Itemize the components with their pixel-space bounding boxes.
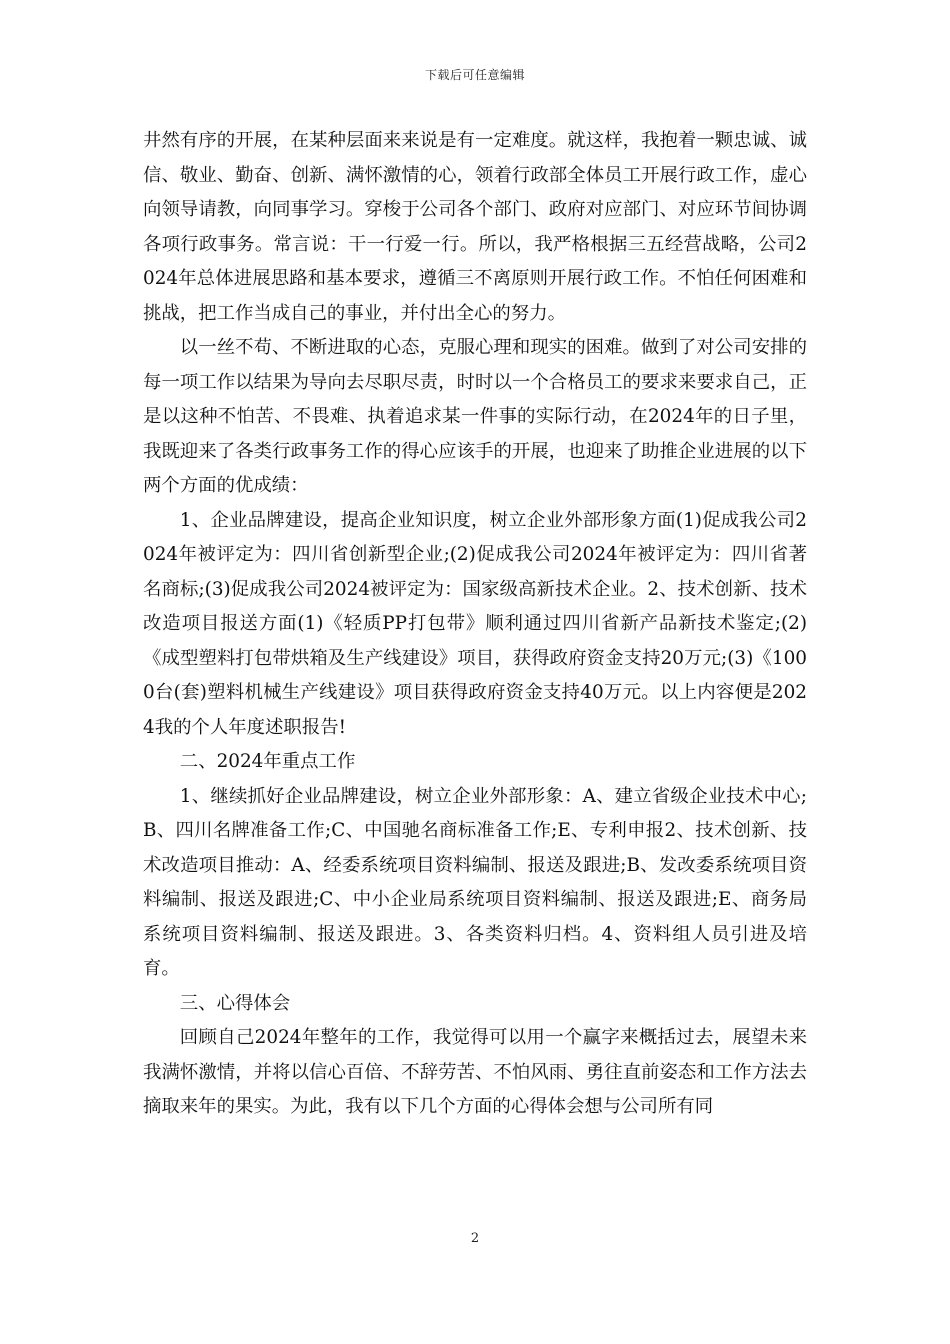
page-header: 下载后可任意编辑 [424,68,525,82]
page-number: 2 [470,1231,480,1246]
document-body [143,124,807,1125]
paragraph: 1、企业品牌建设，提高企业知识度，树立企业外部形象方面(1)促成我公司2024年被评定为：四川省创新型企业;(2)促成我公司2024年被评定为：四川省著名商标;(3)促成我公司2024被评定为：国家级高新技术企业。2、技术创新、技术改造项目报送方面(1)《轻质PP打包带》顺利通过四川省新产品新技术鉴定;(2)《成型塑料打包带烘箱及生产线建设》项目，获得政府资金支持20万元;(3)《1000台(套)塑料机械生产线建设》项目获得政府资金支持40万元。以上内容便是2024我的个人年度述职报告! [143,509,807,738]
paragraph: 1、继续抓好企业品牌建设，树立企业外部形象：A、建立省级企业技术中心;B、四川名牌准备工作;C、中国驰名商标准备工作;E、专利申报2、技术创新、技术改造项目推动：A、经委系统项目资料编制、报送及跟进;B、发改委系统项目资料编制、报送及跟进;C、中小企业局系统项目资料编制、报送及跟进;E、商务局系统项目资料编制、报送及跟进。3、各类资料归档。4、资料组人员引进及培育。 [143,785,807,979]
paragraph: 井然有序的开展，在某种层面来来说是有一定难度。就这样，我抱着一颗忠诚、诚信、敬业、勤奋、创新、满怀激情的心，领着行政部全体员工开展行政工作，虚心向领导请教，向同事学习。穿梭于公司各个部门、政府对应部门、对应环节间协调各项行政事务。常言说：干一行爱一行。所以，我严格根据三五经营战略，公司2024年总体进展思路和基本要求，遵循三不离原则开展行政工作。不怕任何困难和挑战，把工作当成自己的事业，并付出全心的努力。 [143,130,807,324]
paragraph: 以一丝不苟、不断进取的心态，克服心理和现实的困难。做到了对公司安排的每一项工作以结果为导向去尽职尽责，时时以一个合格员工的要求来要求自己，正是以这种不怕苦、不畏难、执着追求某一件事的实际行动，在2024年的日子里，我既迎来了各类行政事务工作的得心应该手的开展，也迎来了助推企业进展的以下两个方面的优成绩： [143,337,807,496]
section-heading: 二、2024年重点工作 [179,751,356,772]
paragraph: 回顾自己2024年整年的工作，我觉得可以用一个赢字来概括过去，展望未来我满怀激情，并将以信心百倍、不辞劳苦、不怕风雨、勇往直前姿态和工作方法去摘取来年的果实。为此，我有以下几个方面的心得体会想与公司所有同 [143,1027,807,1117]
section-heading: 三、心得体会 [179,992,291,1014]
